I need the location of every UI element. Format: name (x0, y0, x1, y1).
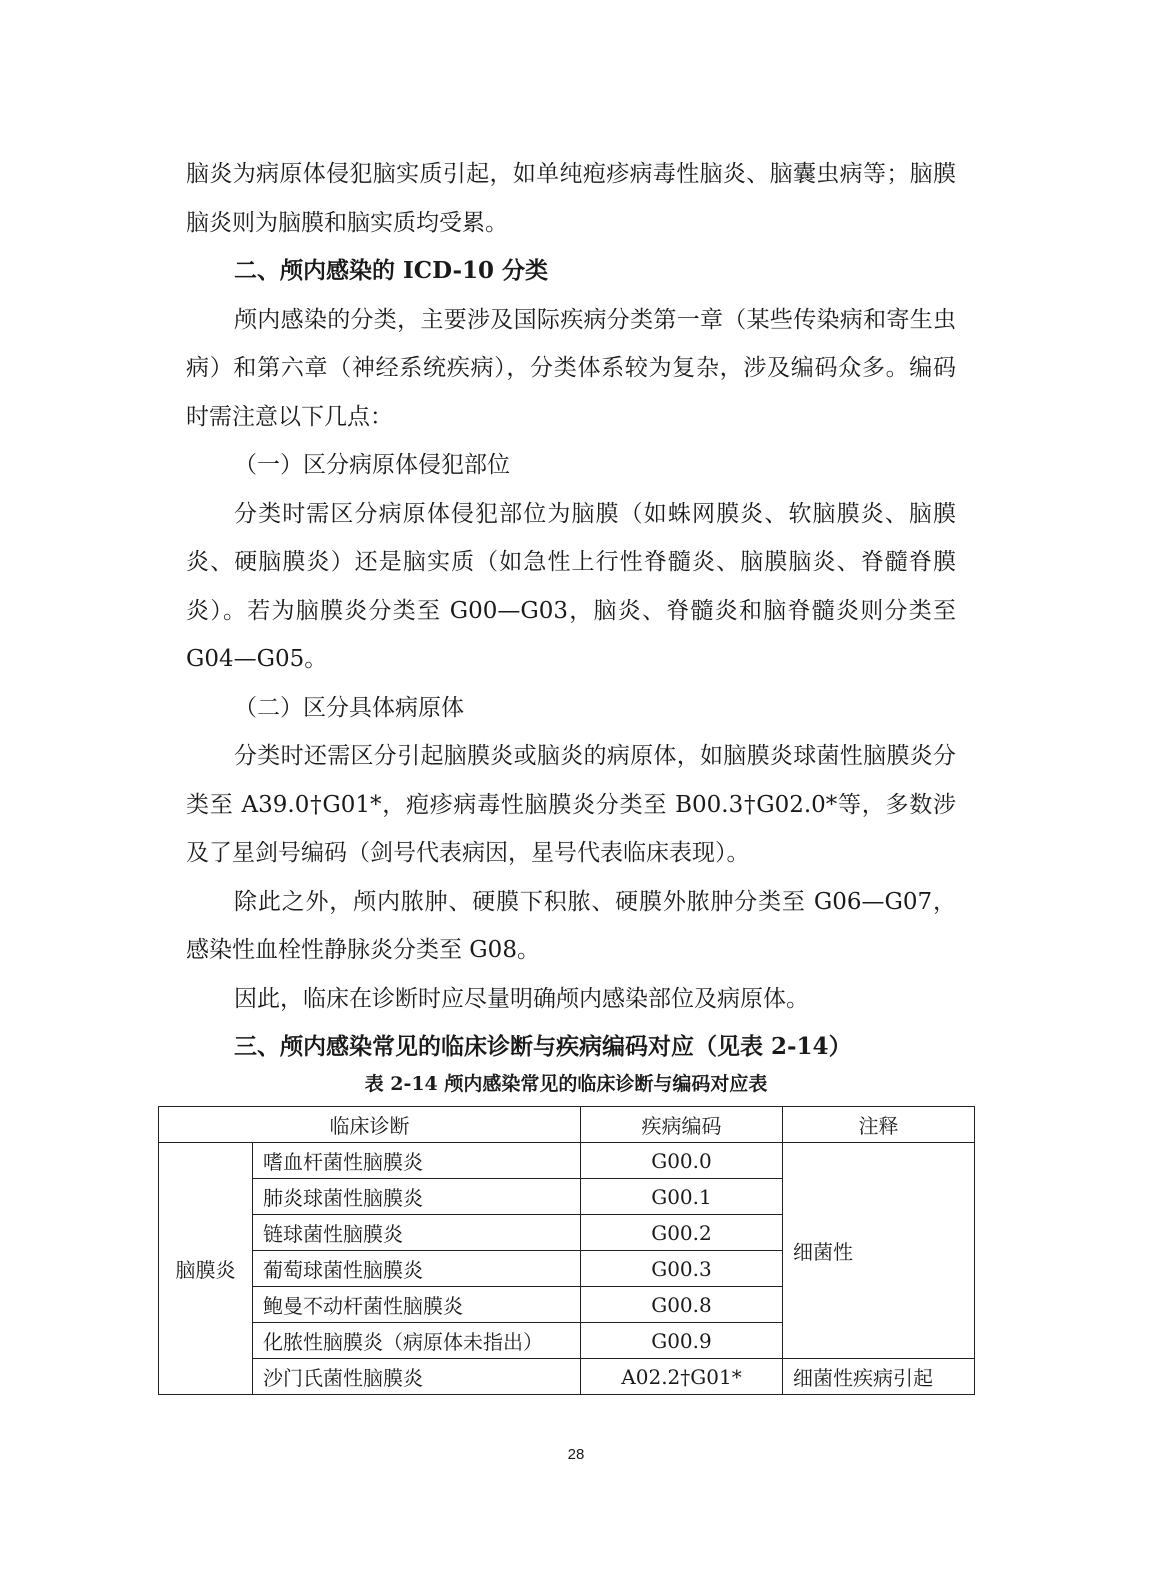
code-cell: G00.2 (581, 1215, 783, 1251)
page-number: 28 (567, 1446, 585, 1463)
section-heading-icd10-classification: 二、颅内感染的 ICD-10 分类 (234, 257, 549, 284)
diagnosis-cell: 嗜血杆菌性脑膜炎 (253, 1143, 581, 1179)
table-row (159, 1359, 975, 1395)
table-row (159, 1143, 975, 1179)
note-cell-bacterial: 细菌性 (783, 1143, 975, 1359)
header-code: 疾病编码 (581, 1107, 783, 1143)
diagnosis-code-table (158, 1106, 975, 1395)
diagnosis-cell: 化脓性脑膜炎（病原体未指出） (253, 1323, 581, 1359)
code-cell: A02.2†G01* (581, 1359, 783, 1395)
section-heading-diagnosis-mapping: 三、颅内感染常见的临床诊断与疾病编码对应（见表 2-14） (234, 1033, 852, 1060)
table-caption: 表 2-14 颅内感染常见的临床诊断与编码对应表 (364, 1073, 768, 1095)
subheading-pathogen: （二）区分具体病原体 (234, 694, 464, 721)
header-diagnosis: 临床诊断 (159, 1107, 581, 1143)
code-cell: G00.3 (581, 1251, 783, 1287)
code-cell: G00.1 (581, 1179, 783, 1215)
paragraph-pathogen: 分类时还需区分引起脑膜炎或脑炎的病原体，如脑膜炎球菌性脑膜炎分类至 A39.0†G01*，疱疹病毒性脑膜炎分类至 B00.3†G02.0*等，多数涉及了星剑号编码（剑号代表病因，星号代表临床表现）。 (186, 743, 956, 866)
header-note: 注释 (783, 1107, 975, 1143)
subheading-infection-site: （一）区分病原体侵犯部位 (234, 452, 510, 478)
code-cell: G00.0 (581, 1143, 783, 1179)
paragraph-classification-overview: 颅内感染的分类，主要涉及国际疾病分类第一章（某些传染病和寄生虫病）和第六章（神经系统疾病），分类体系较为复杂，涉及编码众多。编码时需注意以下几点： (186, 306, 956, 430)
diagnosis-cell: 肺炎球菌性脑膜炎 (253, 1179, 581, 1215)
paragraph-conclusion: 因此，临床在诊断时应尽量明确颅内感染部位及病原体。 (234, 985, 809, 1012)
note-cell-bacterial-disease: 细菌性疾病引起 (783, 1359, 975, 1395)
diagnosis-cell: 沙门氏菌性脑膜炎 (253, 1359, 581, 1395)
paragraph-infection-site: 分类时需区分病原体侵犯部位为脑膜（如蛛网膜炎、软脑膜炎、脑膜炎、硬脑膜炎）还是脑实质（如急性上行性脊髓炎、脑膜脑炎、脊髓脊膜炎）。若为脑膜炎分类至 G00—G03，脑炎、脊髓炎和脑脊髓炎则分类至 G04—G05。 (186, 500, 956, 672)
body-text (186, 150, 956, 1072)
diagnosis-cell: 链球菌性脑膜炎 (253, 1215, 581, 1251)
diagnosis-cell: 鲍曼不动杆菌性脑膜炎 (253, 1287, 581, 1323)
diagnosis-cell: 葡萄球菌性脑膜炎 (253, 1251, 581, 1287)
code-cell: G00.9 (581, 1323, 783, 1359)
group-cell-meningitis: 脑膜炎 (159, 1143, 253, 1395)
table-header-row (159, 1107, 975, 1143)
paragraph-abscess: 除此之外，颅内脓肿、硬膜下积脓、硬膜外脓肿分类至 G06—G07，感染性血栓性静脉炎分类至 G08。 (186, 888, 956, 963)
code-cell: G00.8 (581, 1287, 783, 1323)
paragraph-encephalitis-definition: 脑炎为病原体侵犯脑实质引起，如单纯疱疹病毒性脑炎、脑囊虫病等；脑膜脑炎则为脑膜和脑实质均受累。 (186, 161, 956, 236)
